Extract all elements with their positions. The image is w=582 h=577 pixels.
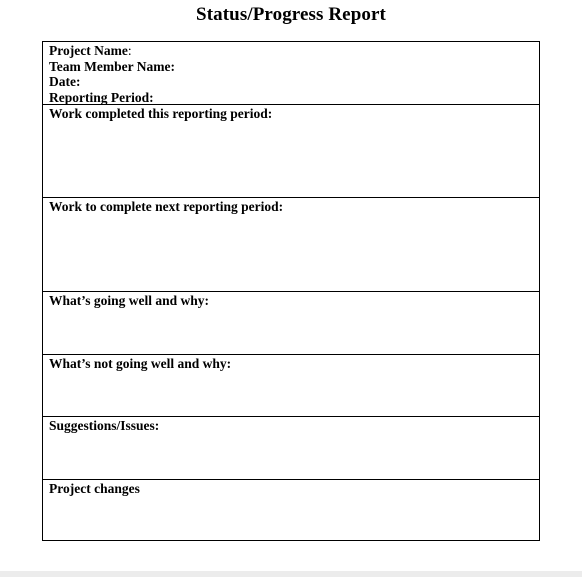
not-going-well-label: What’s not going well and why: [49, 356, 232, 371]
suggestions-label: Suggestions/Issues: [49, 418, 160, 433]
project-name-colon: : [127, 43, 132, 58]
work-completed-label: Work completed this reporting period: [49, 106, 273, 121]
not-going-well-section[interactable] [43, 355, 539, 417]
date-field[interactable]: Date: [49, 74, 81, 89]
going-well-label: What’s going well and why: [49, 293, 210, 308]
project-changes-label: Project changes [49, 481, 140, 496]
project-name-field[interactable] [49, 43, 539, 59]
report-form-table [42, 41, 540, 541]
suggestions-section[interactable] [43, 417, 539, 480]
work-completed-section[interactable] [43, 105, 539, 198]
reporting-period-field[interactable]: Reporting Period: [49, 89, 154, 105]
bottom-strip [0, 571, 582, 577]
project-name-label: Project Name [49, 43, 128, 58]
going-well-section[interactable] [43, 292, 539, 355]
work-next-label: Work to complete next reporting period: [49, 199, 284, 214]
header-fields-section[interactable] [43, 42, 539, 105]
project-changes-section[interactable] [43, 480, 539, 540]
team-member-name-field[interactable]: Team Member Name: [49, 58, 175, 74]
work-next-section[interactable] [43, 198, 539, 292]
page-title: Status/Progress Report [196, 4, 386, 25]
